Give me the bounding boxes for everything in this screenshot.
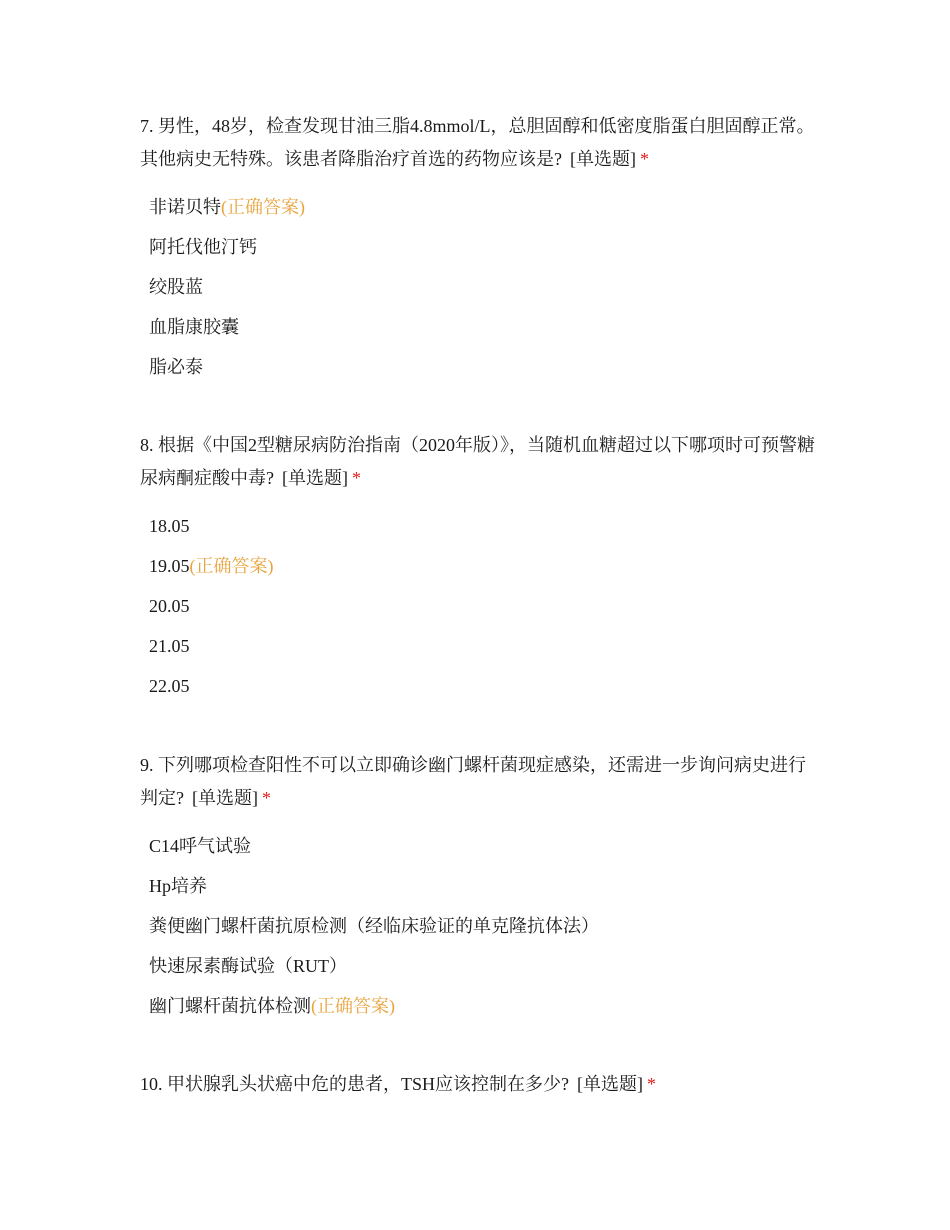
option-text: 非诺贝特 <box>149 197 221 217</box>
option-item[interactable] <box>140 626 820 666</box>
question-type-label: [单选题] <box>570 149 636 169</box>
option-text: C14呼气试验 <box>149 836 252 856</box>
question-10 <box>140 1068 820 1101</box>
correct-answer-label: (正确答案) <box>189 556 274 576</box>
required-mark: * <box>262 788 271 808</box>
option-text: 阿托伐他汀钙 <box>149 237 257 257</box>
option-text: 脂必泰 <box>149 357 203 377</box>
question-text <box>140 429 820 495</box>
option-text: 19.05 <box>149 556 190 576</box>
option-item[interactable] <box>140 586 820 626</box>
option-item[interactable] <box>140 227 820 267</box>
question-type-label: [单选题] <box>282 468 348 488</box>
correct-answer-label: (正确答案) <box>221 197 305 217</box>
question-stem: 下列哪项检查阳性不可以立即确诊幽门螺杆菌现症感染，还需进一步询问病史进行判定? <box>140 755 806 808</box>
question-9 <box>140 749 820 1026</box>
option-item[interactable] <box>140 866 820 906</box>
required-mark: * <box>640 149 649 169</box>
question-number: 10. <box>140 1074 163 1094</box>
option-text: 粪便幽门螺杆菌抗原检测（经临床验证的单克隆抗体法） <box>149 916 599 936</box>
question-8 <box>140 429 820 706</box>
option-item[interactable] <box>140 906 820 946</box>
question-text <box>140 749 820 815</box>
option-text: Hp培养 <box>149 876 207 896</box>
option-item[interactable] <box>140 826 820 866</box>
option-item[interactable] <box>140 307 820 347</box>
required-mark: * <box>647 1074 656 1094</box>
question-stem: 甲状腺乳头状癌中危的患者，TSH应该控制在多少? <box>167 1074 569 1094</box>
option-item[interactable] <box>140 546 820 586</box>
question-text <box>140 110 820 176</box>
option-text: 绞股蓝 <box>149 277 203 297</box>
question-type-label: [单选题] <box>192 788 258 808</box>
required-mark: * <box>352 468 361 488</box>
question-type-label: [单选题] <box>577 1074 643 1094</box>
option-item[interactable] <box>140 267 820 307</box>
question-number: 9. <box>140 755 154 775</box>
question-stem: 根据《中国2型糖尿病防治指南（2020年版）》，当随机血糖超过以下哪项时可预警糖尿病酮症酸中毒? <box>140 435 815 488</box>
correct-answer-label: (正确答案) <box>311 996 395 1016</box>
option-item[interactable] <box>140 946 820 986</box>
option-list <box>140 187 820 387</box>
option-text: 21.05 <box>149 636 190 656</box>
option-text: 血脂康胶囊 <box>149 317 239 337</box>
option-item[interactable] <box>140 347 820 387</box>
option-item[interactable] <box>140 187 820 227</box>
question-number: 8. <box>140 435 154 455</box>
option-item[interactable] <box>140 986 820 1026</box>
question-number: 7. <box>140 116 154 136</box>
question-text <box>140 1068 820 1101</box>
option-text: 20.05 <box>149 596 190 616</box>
option-item[interactable] <box>140 506 820 546</box>
option-list <box>140 506 820 706</box>
question-stem: 男性，48岁，检查发现甘油三脂4.8mmol/L，总胆固醇和低密度脂蛋白胆固醇正常。其他病史无特殊。该患者降脂治疗首选的药物应该是? <box>140 116 815 169</box>
question-7 <box>140 110 820 387</box>
option-list <box>140 826 820 1026</box>
option-text: 22.05 <box>149 676 190 696</box>
option-text: 幽门螺杆菌抗体检测 <box>149 996 311 1016</box>
option-text: 18.05 <box>149 516 190 536</box>
option-item[interactable] <box>140 666 820 706</box>
option-text: 快速尿素酶试验（RUT） <box>149 956 347 976</box>
